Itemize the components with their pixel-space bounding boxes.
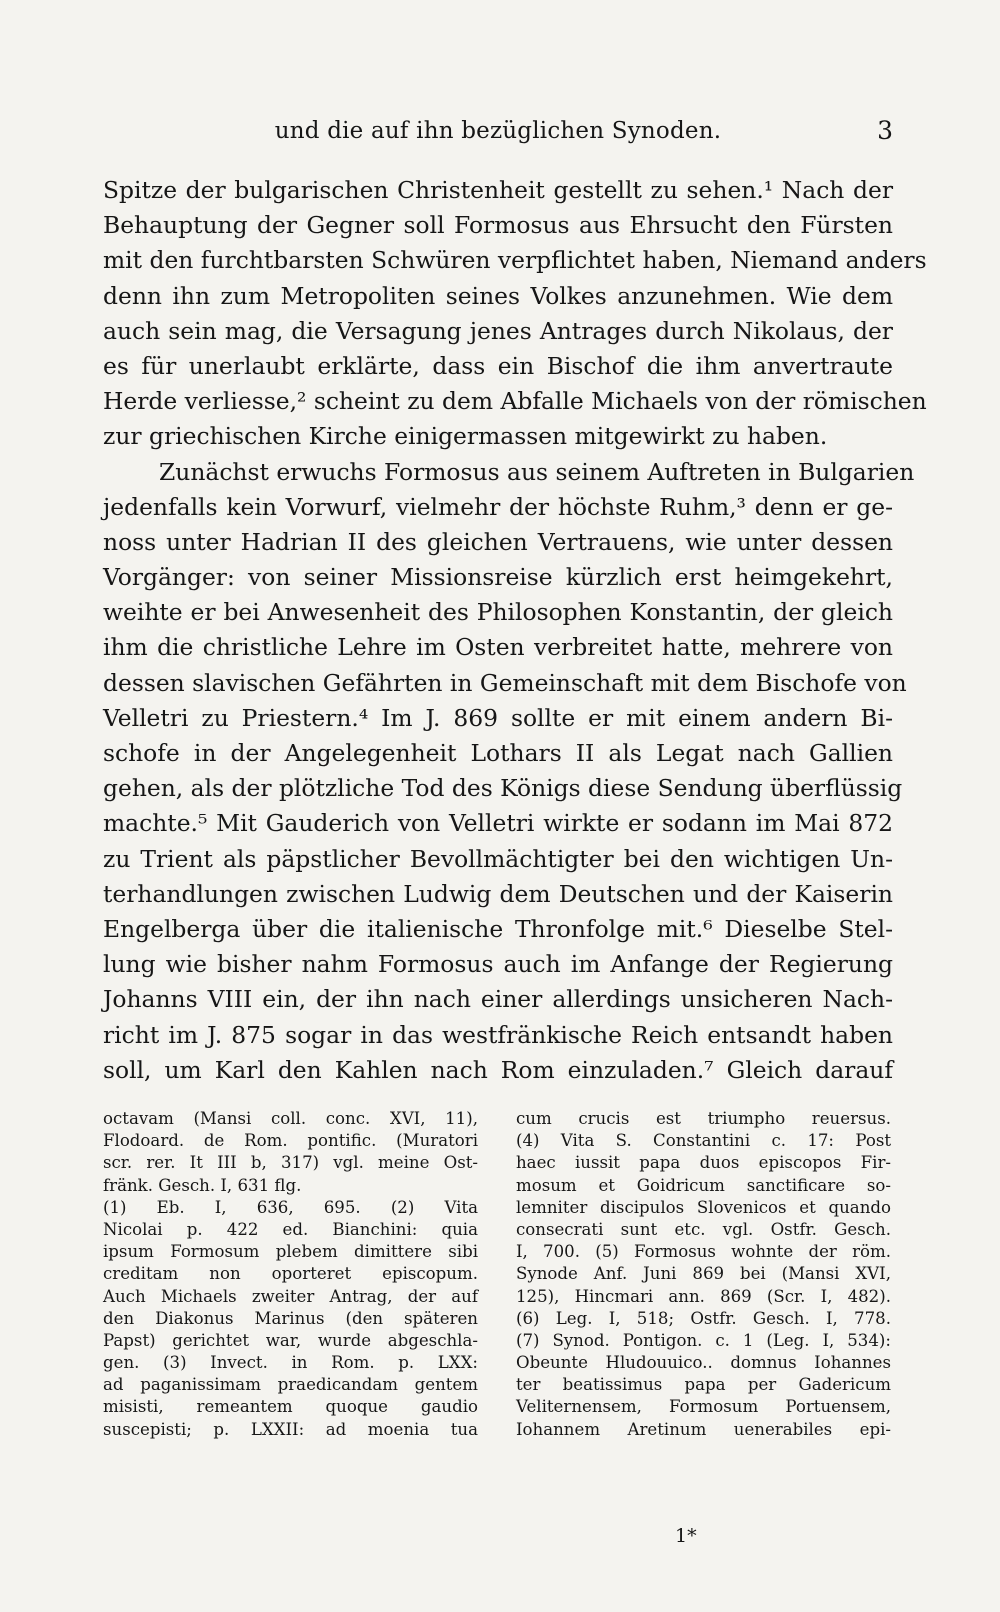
text-line: ihm die christliche Lehre im Osten verbreitet hatte, mehrere von <box>103 633 893 662</box>
text-line: es für unerlaubt erklärte, dass ein Bischof die ihm anvertraute <box>103 351 893 380</box>
footnote-line: (1) Eb. I, 636, 695. (2) Vita <box>103 1197 478 1217</box>
footnote-line: fränk. Gesch. I, 631 flg. <box>103 1175 302 1195</box>
footnote-line: misisti, remeantem quoque gaudio <box>103 1397 478 1417</box>
text-line: Herde verliesse,² scheint zu dem Abfalle Michaels von der römischen <box>103 387 927 416</box>
text-line: noss unter Hadrian II des gleichen Vertrauens, wie unter dessen <box>103 527 893 556</box>
footnote-line: cum crucis est triumpho reuersus. <box>516 1109 891 1128</box>
text-line: Vorgänger: von seiner Missionsreise kürzlich erst heimgekehrt, <box>103 563 893 592</box>
text-line: machte.⁵ Mit Gauderich von Velletri wirkte er sodann im Mai 872 <box>103 809 893 838</box>
running-header <box>103 112 893 152</box>
footnote-line: Synode Anf. Juni 869 bei (Mansi XVI, <box>516 1264 891 1284</box>
text-line: auch sein mag, die Versagung jenes Antrages durch Nikolaus, der <box>103 316 893 345</box>
footnote-line: Iohannem Aretinum uenerabiles epi- <box>516 1419 891 1439</box>
main-text <box>103 173 927 1088</box>
text-line: jedenfalls kein Vorwurf, vielmehr der höchste Ruhm,³ denn er ge- <box>103 492 893 521</box>
footnote-line: consecrati sunt etc. vgl. Ostfr. Gesch. <box>516 1219 891 1239</box>
page-number: 3 <box>877 116 893 145</box>
running-title: und die auf ihn bezüglichen Synoden. <box>274 118 722 144</box>
footnote-line: suscepisti; p. LXXII: ad moenia tua <box>103 1419 478 1439</box>
footnote-line: Nicolai p. 422 ed. Bianchini: quia <box>103 1219 478 1239</box>
footnote-line: scr. rer. It III b, 317) vgl. meine Ost- <box>103 1153 478 1173</box>
footnote-line: Auch Michaels zweiter Antrag, der auf <box>103 1286 478 1306</box>
footnote-line: (4) Vita S. Constantini c. 17: Post <box>516 1131 891 1151</box>
text-line: soll, um Karl den Kahlen nach Rom einzuladen.⁷ Gleich darauf <box>103 1055 893 1084</box>
text-line: dessen slavischen Gefährten in Gemeinschaft mit dem Bischofe von <box>103 668 907 697</box>
text-line: Behauptung der Gegner soll Formosus aus Ehrsucht den Fürsten <box>103 211 893 240</box>
footnote-line: Flodoard. de Rom. pontific. (Muratori <box>103 1131 478 1151</box>
footnote-line: Papst) gerichtet war, wurde abgeschla- <box>103 1330 478 1350</box>
footnote-line: 125), Hincmari ann. 869 (Scr. I, 482). <box>516 1286 891 1306</box>
text-line: zu Trient als päpstlicher Bevollmächtigter bei den wichtigen Un- <box>103 844 893 873</box>
footnotes-left-column <box>103 1108 478 1441</box>
footnote-line: (6) Leg. I, 518; Ostfr. Gesch. I, 778. <box>516 1308 891 1328</box>
text-line: denn ihn zum Metropoliten seines Volkes anzunehmen. Wie dem <box>103 281 893 310</box>
text-line: Velletri zu Priestern.⁴ Im J. 869 sollte er mit einem andern Bi- <box>103 703 893 732</box>
footnotes-right-column <box>516 1108 891 1441</box>
footnote-line: ad paganissimam praedicandam gentem <box>103 1375 478 1395</box>
footnote-line: I, 700. (5) Formosus wohnte der röm. <box>516 1242 891 1262</box>
footnote-line: ter beatissimus papa per Gadericum <box>516 1375 891 1395</box>
text-line: schofe in der Angelegenheit Lothars II als Legat nach Gallien <box>103 739 893 767</box>
footnote-line: (7) Synod. Pontigon. c. 1 (Leg. I, 534): <box>516 1330 891 1350</box>
text-line: Zunächst erwuchs Formosus aus seinem Auftreten in Bulgarien <box>159 457 915 486</box>
footnote-line: ipsum Formosum plebem dimittere sibi <box>103 1242 478 1262</box>
footnote-line: Obeunte Hludouuico.. domnus Iohannes <box>516 1353 891 1373</box>
footnote-line: den Diakonus Marinus (den späteren <box>103 1308 478 1328</box>
text-line: mit den furchtbarsten Schwüren verpflichtet haben, Niemand anders <box>103 246 927 275</box>
signature-mark: 1* <box>675 1525 697 1547</box>
text-line: lung wie bisher nahm Formosus auch im Anfange der Regierung <box>103 950 893 979</box>
text-line: Spitze der bulgarischen Christenheit gestellt zu sehen.¹ Nach der <box>103 176 893 204</box>
footnote-line: Veliternensem, Formosum Portuensem, <box>516 1397 891 1417</box>
text-line: weihte er bei Anwesenheit des Philosophen Konstantin, der gleich <box>103 598 893 627</box>
text-line: Engelberga über die italienische Thronfolge mit.⁶ Dieselbe Stel- <box>103 914 893 943</box>
footnote-line: gen. (3) Invect. in Rom. p. LXX: <box>103 1353 478 1373</box>
footnote-line: lemniter discipulos Slovenicos et quando <box>516 1197 891 1217</box>
text-line: zur griechischen Kirche einigermassen mitgewirkt zu haben. <box>103 422 828 451</box>
footnote-line: mosum et Goidricum sanctificare so- <box>516 1175 891 1195</box>
text-line: Johanns VIII ein, der ihn nach einer allerdings unsicheren Nach- <box>103 985 893 1014</box>
footnote-line: haec iussit papa duos episcopos Fir- <box>516 1153 891 1173</box>
text-line: terhandlungen zwischen Ludwig dem Deutschen und der Kaiserin <box>103 879 893 908</box>
footnote-line: creditam non oporteret episcopum. <box>103 1264 478 1284</box>
text-line: richt im J. 875 sogar in das westfränkische Reich entsandt haben <box>103 1020 893 1049</box>
footnote-line: octavam (Mansi coll. conc. XVI, 11), <box>103 1109 478 1128</box>
text-line: gehen, als der plötzliche Tod des Königs diese Sendung überflüssig <box>103 774 903 803</box>
